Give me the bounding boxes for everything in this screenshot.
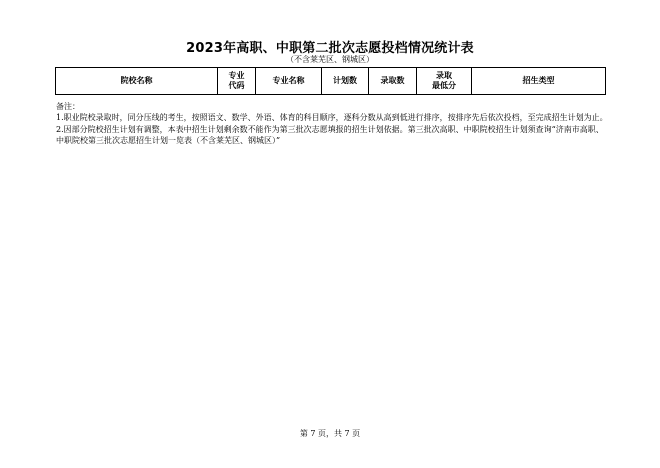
note-item-2: 2.因部分院校招生计划有调整，本表中招生计划剩余数不能作为第三批次志愿填报的招生计划依据。第三批次高职、中职院校招生计划须查询“济南市高职、中职院校第三批次志愿招生计划一览表（不含莱芜区、钢城区）”	[56, 124, 604, 146]
page-title: 2023年高职、中职第二批次志愿投档情况统计表	[186, 41, 474, 56]
header-enrollment-type: 招生类型	[472, 68, 606, 95]
header-plan-count: 计划数	[322, 68, 369, 95]
header-school-name: 院校名称	[56, 68, 218, 95]
page-subtitle: （不含莱芜区、钢城区）	[286, 55, 374, 64]
header-major-name: 专业名称	[256, 68, 322, 95]
header-admitted-count: 录取数	[369, 68, 417, 95]
notes-section	[56, 101, 608, 147]
note-item-1: 1.职业院校录取时，同分压线的考生，按照语文、数学、外语、体育的科目顺序，逐科分数从高到低进行排序，按排序先后依次投档，至完成招生计划为止。	[56, 113, 608, 123]
table-header-row	[56, 68, 606, 95]
notes-heading: 备注：	[56, 102, 80, 111]
page-number: 第 7 页，共 7 页	[299, 429, 361, 438]
statistics-table	[55, 67, 606, 95]
header-major-code: 专业 代码	[218, 68, 256, 95]
header-min-score: 录取 最低分	[417, 68, 472, 95]
